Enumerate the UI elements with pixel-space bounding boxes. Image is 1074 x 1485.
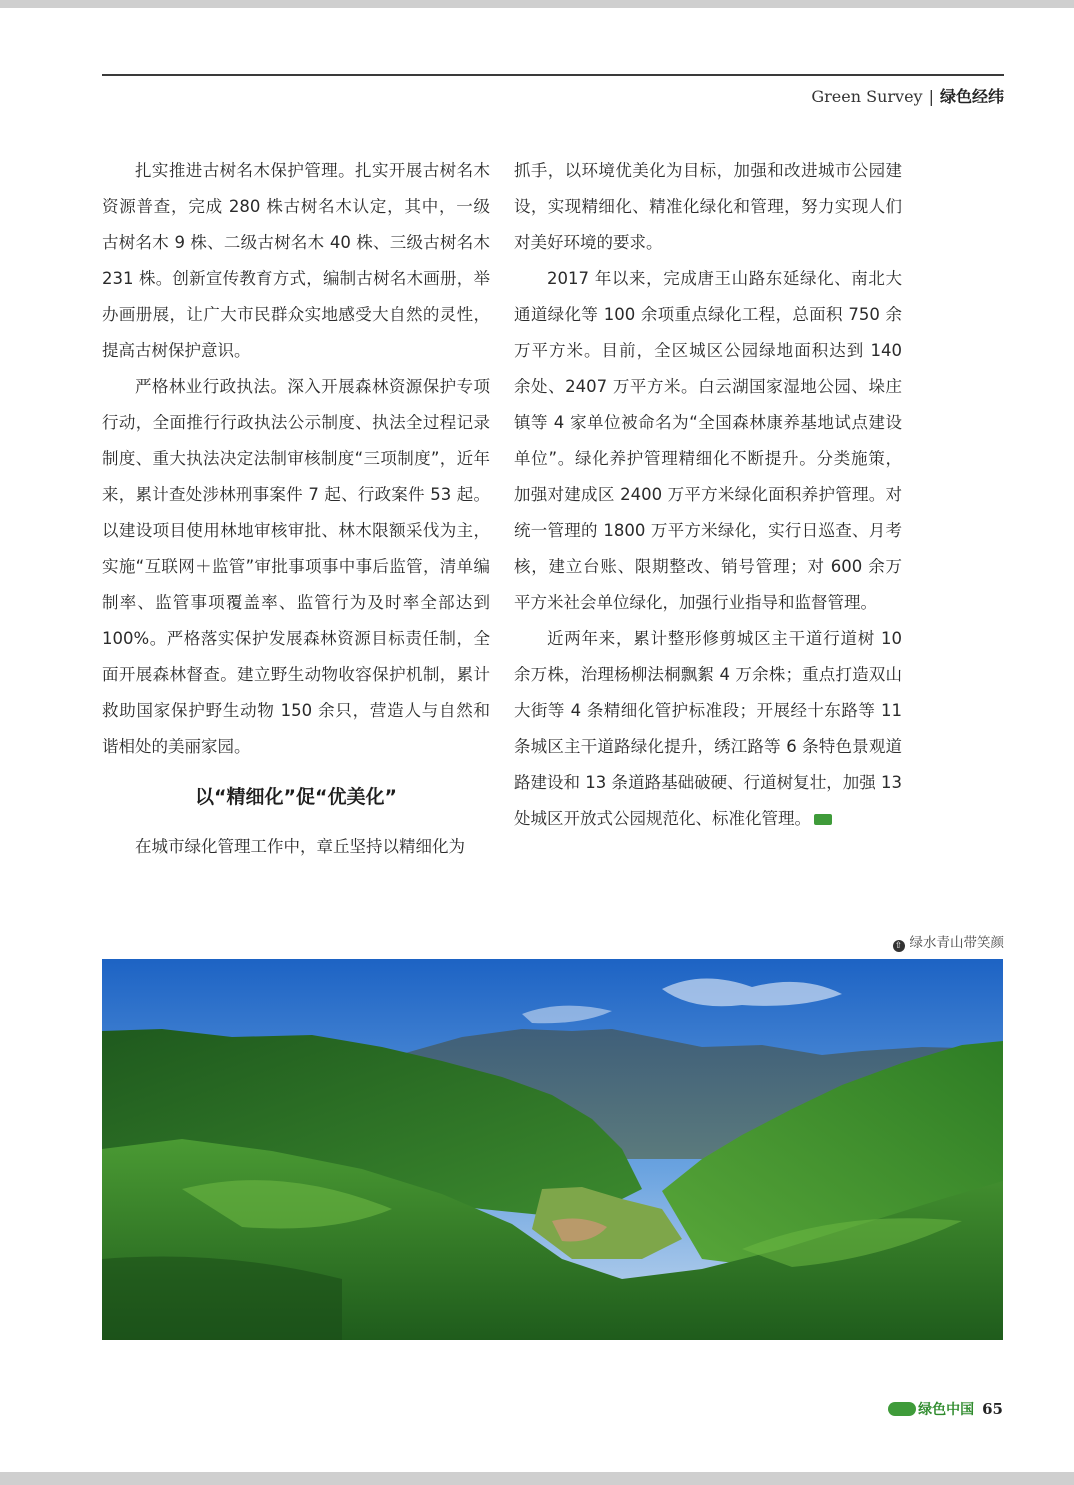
- paragraph-greening-projects: 2017 年以来，完成唐王山路东延绿化、南北大通道绿化等 100 余项重点绿化工程，总面积 750 余万平方米。目前，全区城区公园绿地面积达到 140 余处、2407 万平方米。白云湖国家湿地公园、垛庄镇等 4 家单位被命名为“全国森林康养基地试点建设单位”。绿化养护管理精细化不断提升。分类施策，加强对建成区 2400 万平方米绿化面积养护管理。对统一管理的 1800 万平方米绿化，实行日巡查、月考核，建立台账、限期整改、销号管理；对 600 余万平方米社会单位绿化，加强行业指导和监督管理。: [514, 269, 902, 612]
- photo-caption-text: 绿水青山带笑颜: [909, 935, 1004, 951]
- left-column: [102, 153, 490, 865]
- magazine-logo-icon: [888, 1402, 916, 1416]
- page-footer: [888, 1399, 1003, 1420]
- paragraph-ancient-trees: 扎实推进古树名木保护管理。扎实开展古树名木资源普查，完成 280 株古树名木认定，其中，一级古树名木 9 株、二级古树名木 40 株、三级古树名木 231 株。创新宣传教育方式，编制古树名木画册，举办画册展，让广大市民群众实地感受大自然的灵性，提高古树保护意识。: [102, 161, 490, 360]
- arrow-icon: ⇧: [893, 940, 905, 952]
- mountain-forest-photo: [102, 959, 1003, 1340]
- paragraph-law-enforcement: 严格林业行政执法。深入开展森林资源保护专项行动，全面推行行政执法公示制度、执法全过程记录制度、重大执法决定法制审核制度“三项制度”，近年来，累计查处涉林刑事案件 7 起、行政案件 53 起。以建设项目使用林地审核审批、林木限额采伐为主，实施“互联网＋监管”审批事项事中事后监管，清单编制率、监管事项覆盖率、监管行为及时率全部达到 100%。严格落实保护发展森林资源目标责任制，全面开展森林督查。建立野生动物收容保护机制，累计救助国家保护野生动物 150 余只，营造人与自然和谐相处的美丽家园。: [102, 377, 490, 756]
- page-top-edge: [0, 0, 1074, 8]
- end-mark-logo: GC: [814, 814, 832, 825]
- magazine-name: 绿色中国: [918, 1402, 975, 1418]
- section-title-cn: 绿色经纬: [939, 87, 1004, 106]
- page-bottom-edge: [0, 1472, 1074, 1485]
- paragraph-refinement-cont: 抓手，以环境优美化为目标，加强和改进城市公园建设，实现精细化、精准化绿化和管理，努力实现人们对美好环境的要求。: [514, 161, 902, 252]
- paragraph-street-trees-text: 近两年来，累计整形修剪城区主干道行道树 10 余万株，治理杨柳法桐飘絮 4 万余株；重点打造双山大街等 4 条精细化管护标准段；开展经十东路等 11 条城区主干道路绿化提升，绣江路等 6 条特色景观道路建设和 13 条道路基础破硬、行道树复壮，加强 13 处城区开放式公园规范化、标准化管理。: [514, 629, 902, 828]
- section-title-en: Green Survey: [811, 87, 923, 106]
- running-header: [811, 86, 1004, 108]
- paragraph-street-trees: [514, 621, 902, 837]
- header-separator: |: [928, 87, 934, 106]
- page-number: 65: [982, 1400, 1003, 1418]
- header-rule: [102, 74, 1004, 76]
- section-subheading: 以“精细化”促“优美化”: [195, 786, 397, 808]
- right-column: [514, 153, 902, 837]
- photo-caption: [893, 933, 1005, 953]
- paragraph-refinement-intro: 在城市绿化管理工作中，章丘坚持以精细化为: [135, 837, 465, 856]
